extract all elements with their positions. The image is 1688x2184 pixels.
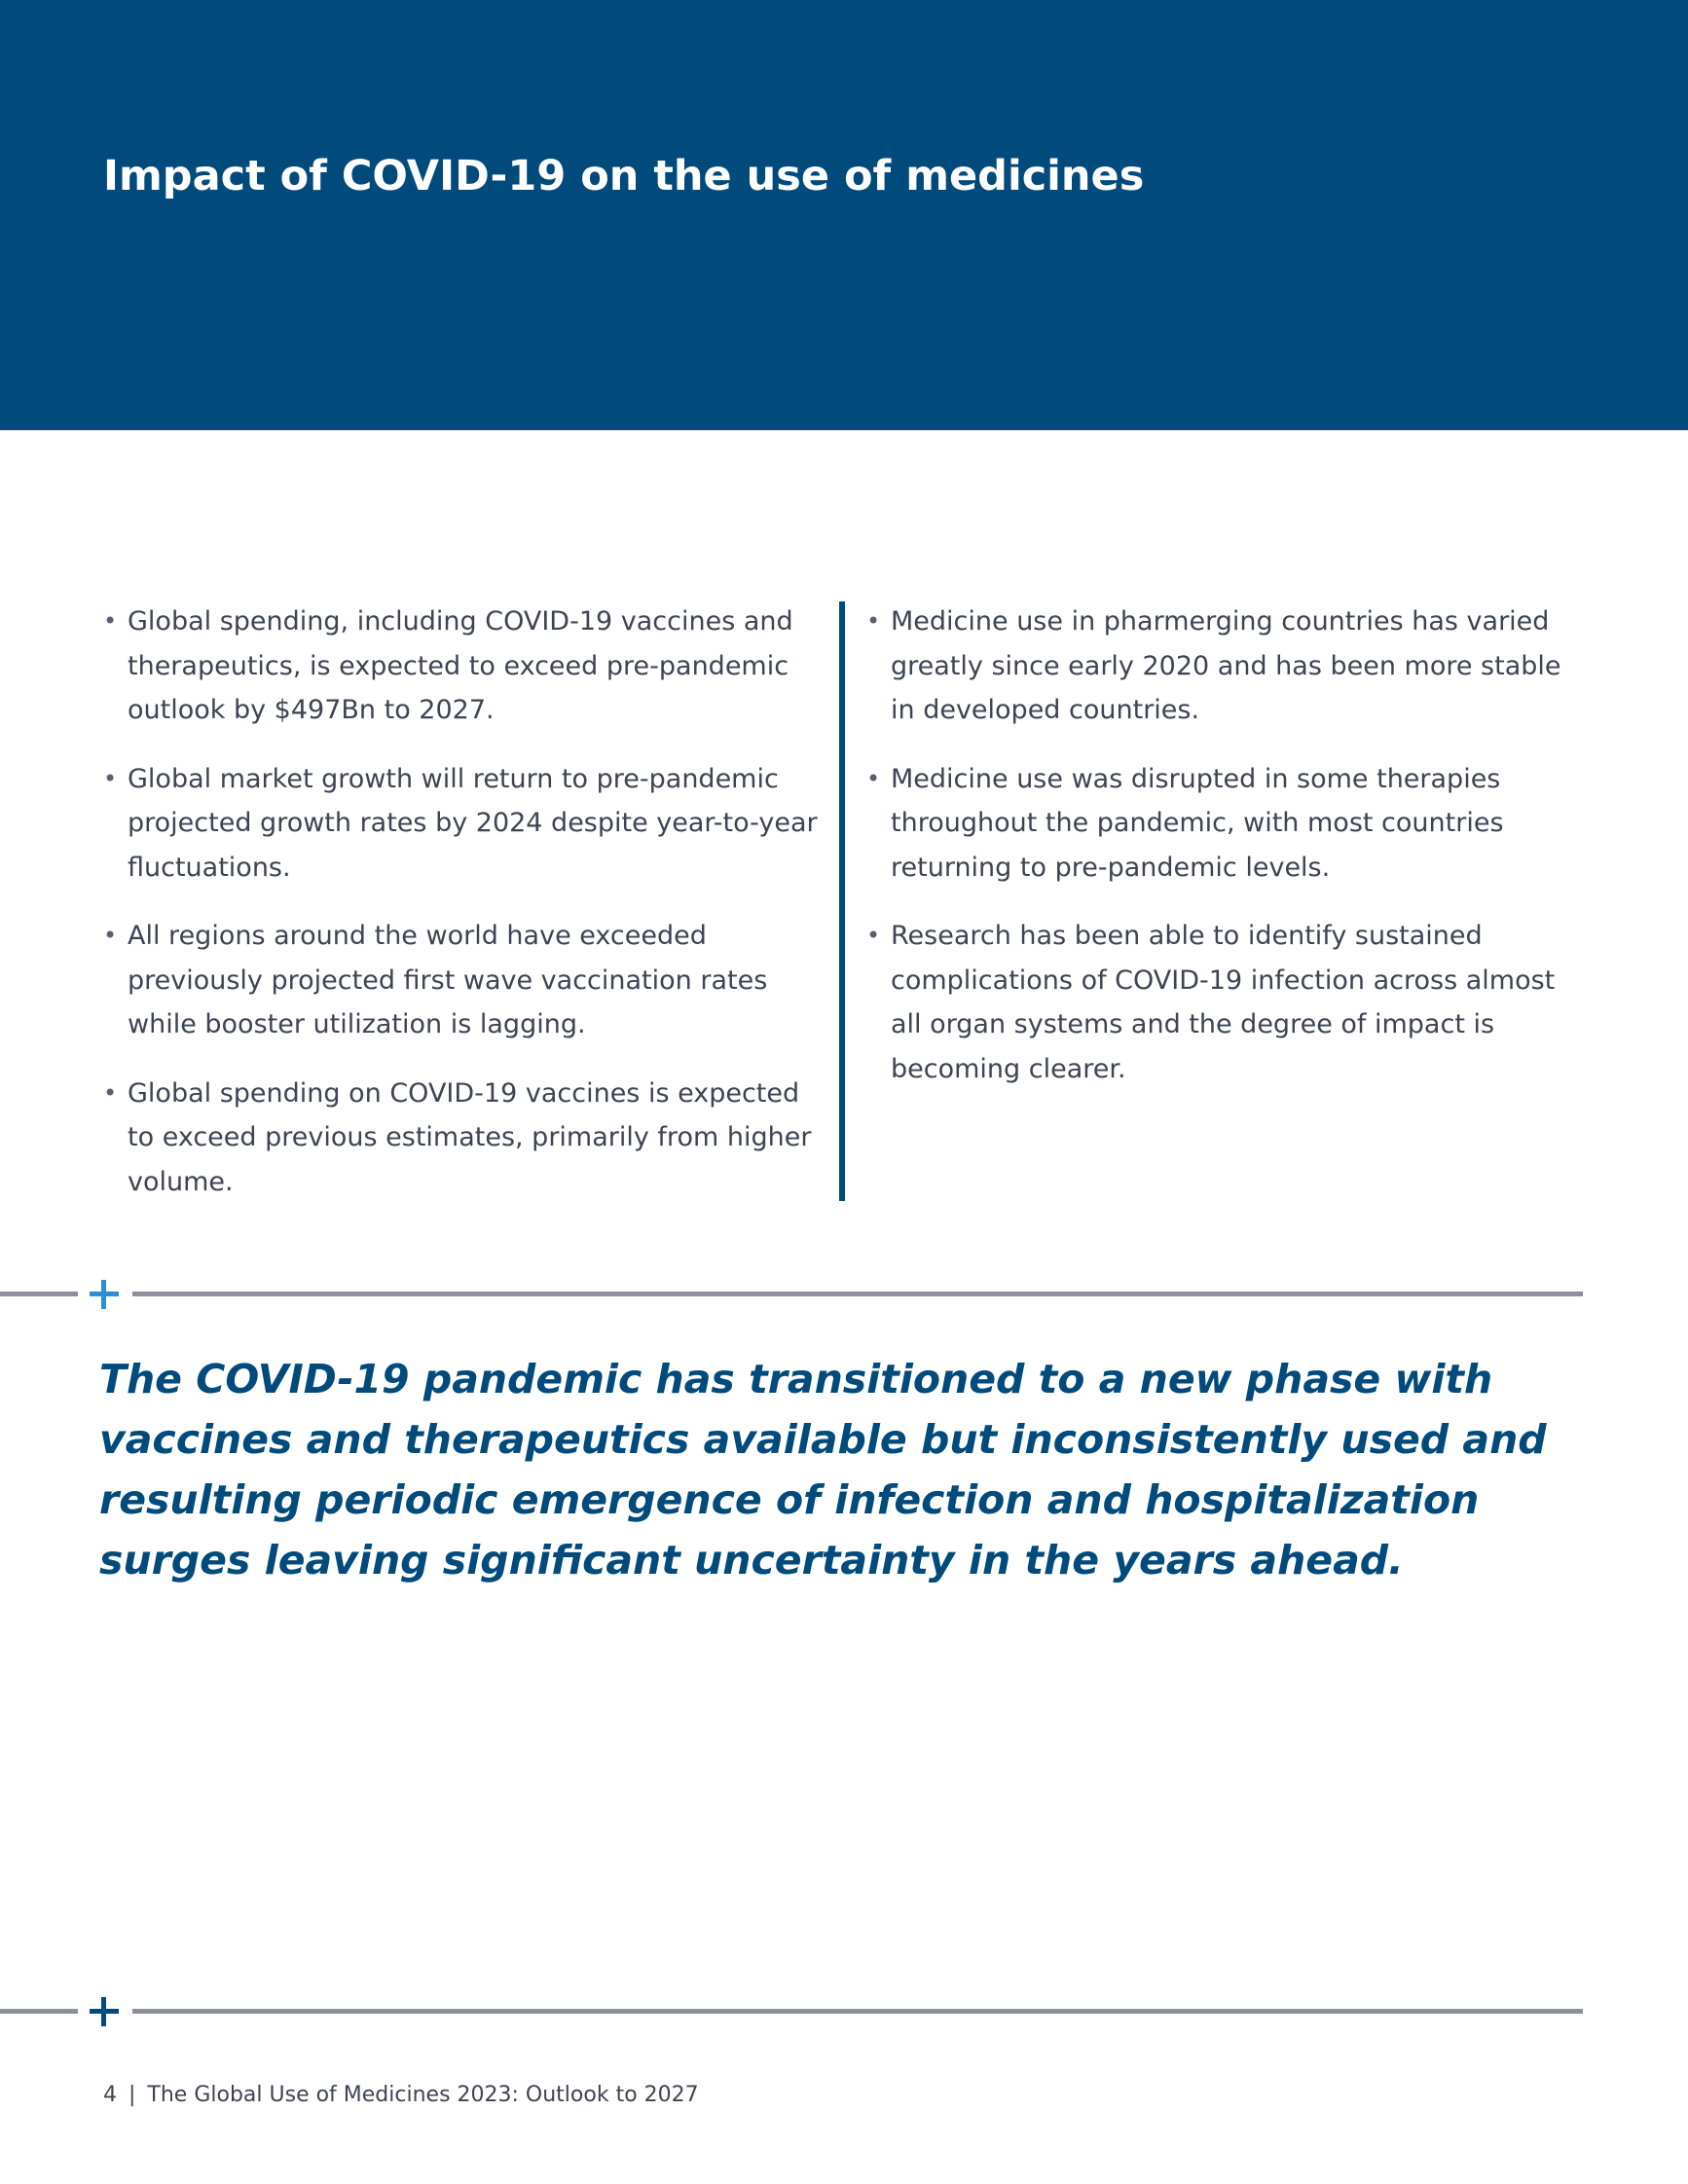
list-item [103, 1072, 824, 1205]
publication-title: The Global Use of Medicines 2023: Outlook to 2027 [147, 2083, 699, 2107]
footer-rule-right [132, 2009, 1583, 2014]
bullet-icon: • [866, 764, 881, 792]
pull-quote: The COVID-19 pandemic has transitioned to a new phase with vaccines and therapeutics available but inconsistently used and resulting periodic emergence of infection and hospitalization surges leaving significant uncertainty in the years ahead. [99, 1356, 1547, 1583]
bullet-icon: • [103, 764, 118, 792]
plus-icon [90, 1997, 119, 2026]
bullet-text: Global spending, including COVID-19 vaccines and therapeutics, is expected to exceed pre-pandemic outlook by $497Bn to 2027. [128, 606, 793, 725]
page-title: Impact of COVID-19 on the use of medicines [103, 152, 1145, 200]
bullet-text: Medicine use in pharmerging countries has varied greatly since early 2020 and has been more stable in developed countries. [891, 606, 1561, 725]
bullet-icon: • [866, 922, 881, 949]
bullet-icon: • [866, 607, 881, 635]
bullet-icon: • [103, 1078, 118, 1107]
bullet-text: Global spending on COVID-19 vaccines is expected to exceed previous estimates, primarily from higher volume. [128, 1077, 812, 1197]
bullet-text: Global market growth will return to pre-pandemic projected growth rates by 2024 despite year-to-year fluctuations. [128, 763, 818, 883]
left-bullet-list [103, 600, 824, 1228]
list-item [103, 914, 824, 1047]
bullet-icon: • [103, 607, 118, 635]
list-item [866, 600, 1577, 733]
page-footer [103, 2083, 699, 2107]
list-item [866, 757, 1577, 891]
header-band [0, 0, 1688, 430]
right-bullet-list [866, 600, 1577, 1115]
bullet-text: All regions around the world have exceeded previously projected first wave vaccination rates while booster utilization is lagging. [128, 921, 768, 1039]
separator-rule-left [0, 1292, 78, 1296]
column-divider [839, 601, 845, 1201]
page-number: 4 [103, 2083, 117, 2107]
bullet-icon: • [103, 922, 118, 949]
footer-rule-left [0, 2009, 78, 2014]
bullet-text: Research has been able to identify sustained complications of COVID-19 infection across almost all organ systems and the degree of impact is becoming clearer. [891, 921, 1556, 1084]
list-item [103, 600, 824, 733]
bullet-text: Medicine use was disrupted in some therapies throughout the pandemic, with most countries returning to pre-pandemic levels. [891, 763, 1504, 883]
separator-rule-right [132, 1292, 1583, 1296]
plus-icon [90, 1280, 119, 1309]
list-item [866, 914, 1577, 1091]
list-item [103, 757, 824, 891]
footer-separator: | [128, 2083, 136, 2107]
